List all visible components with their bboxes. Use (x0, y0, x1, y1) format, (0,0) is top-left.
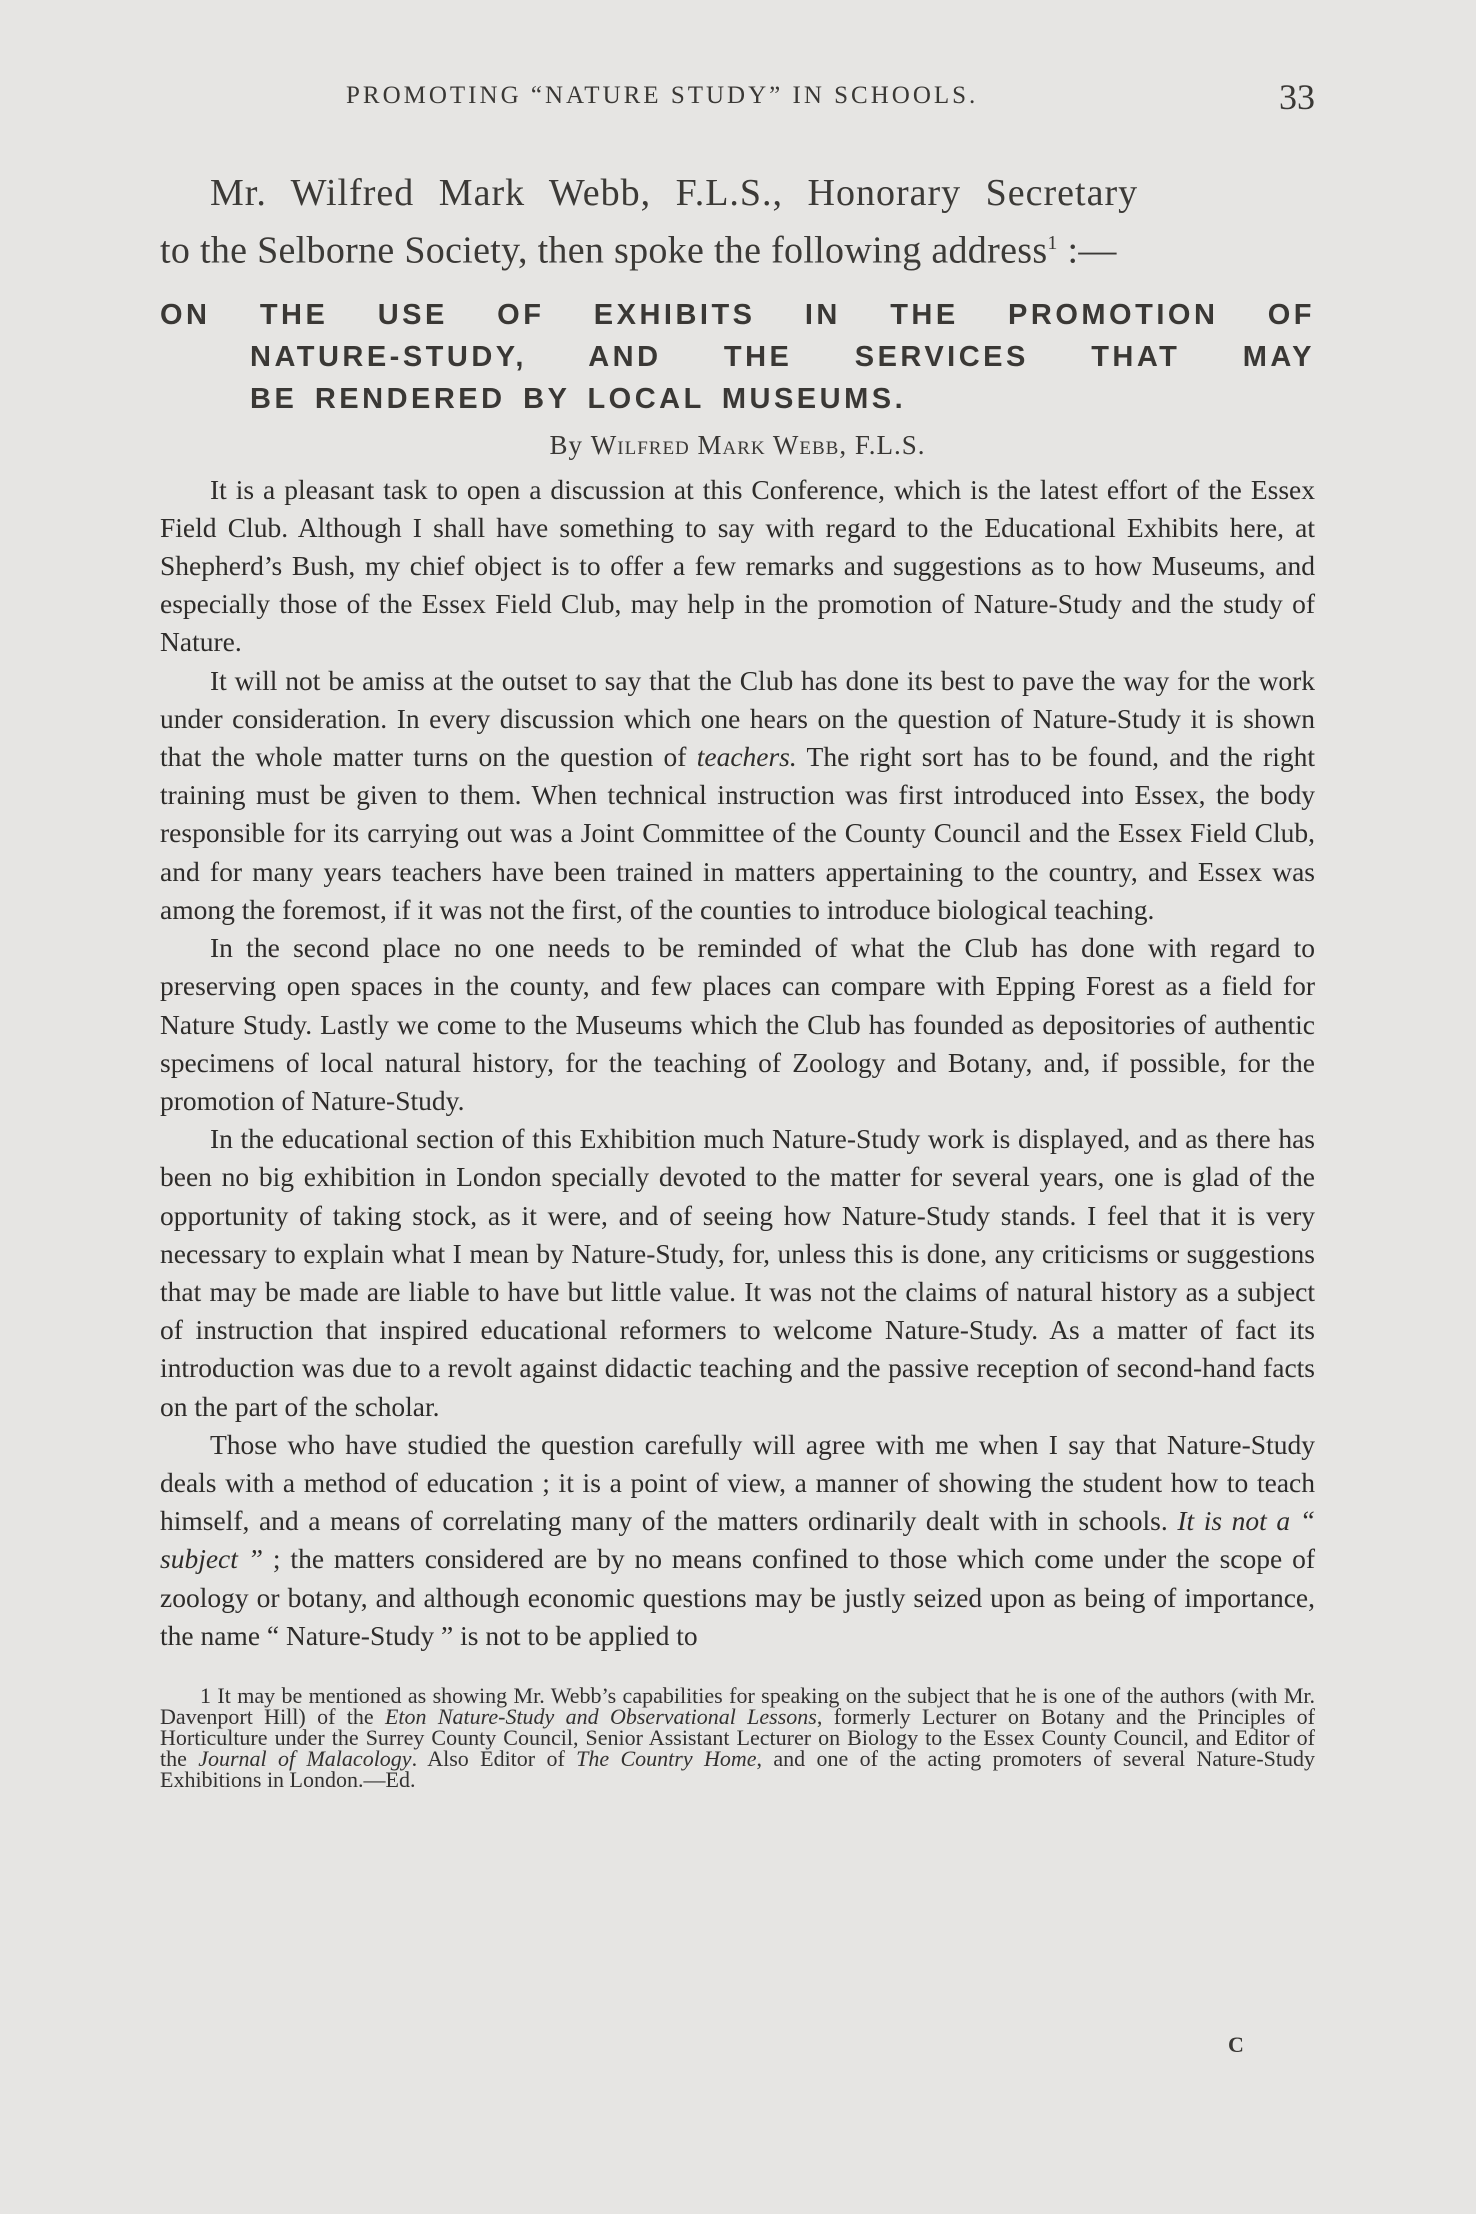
article-body (160, 471, 1315, 1655)
paragraph-2-text-b: The right sort has to be found, and the right training must be given to them. When technical instruction was first introduced into Essex, the body responsible for its carrying out was a Joint Committee of the County Council and the Essex Field Club, and for many years teachers have been trained in matters appertaining to the country, and Essex was among the foremost, if it was not the first, of the counties to introduce biological teaching. (160, 741, 1315, 925)
intro-statement (160, 168, 1315, 276)
footnote-magazine-title: The Country Home (576, 1745, 757, 1771)
footnote-reference: 1 (1047, 232, 1058, 254)
article-title-line-3: BE RENDERED BY LOCAL MUSEUMS. (250, 382, 907, 415)
paragraph-5-text-b: ; the matters considered are by no means confined to those which come under the scope of zoology or botany, and although economic questions may be justly seized upon as being of importance, the name “ Nature-Study ” is not to be applied to (160, 1543, 1315, 1651)
footnote-journal-title: Journal of Malacology (198, 1745, 412, 1771)
intro-line-2-end: :— (1057, 229, 1117, 272)
byline (160, 430, 1315, 461)
paragraph-5-emphasis: It is not a “ subject ” (160, 1505, 1315, 1575)
byline-author: Wilfred Mark Webb (590, 429, 840, 460)
intro-line-1: Mr. Wilfred Mark Webb, F.L.S., Honorary Secretary (210, 172, 1139, 214)
intro-line-2-text: to the Selborne Society, then spoke the following address (160, 229, 1048, 272)
paragraph-5-text-a: Those who have studied the question carefully will agree with me when I say that Nature-Study deals with a method of education ; it is a point of view, a manner of showing the student how to teach himself, and a means of correlating many of the matters ordinarily dealt with in schools. (160, 1428, 1315, 1537)
paragraph-1: It is a pleasant task to open a discussion at this Conference, which is the latest effort of the Essex Field Club. Although I shall have something to say with regard to the Educational Exhibits here, at Shepherd’s Bush, my chief object is to offer a few remarks and suggestions as to how Museums, and especially those of the Essex Field Club, may help in the promotion of Nature-Study and the study of Nature. (160, 473, 1315, 658)
running-title: PROMOTING “NATURE STUDY” IN SCHOOLS. (346, 82, 979, 109)
paragraph-3: In the second place no one needs to be reminded of what the Club has done with regard to preserving open spaces in the county, and few places can compare with Epping Forest as a field for Nature Study. Lastly we come to the Museums which the Club has founded as depositories of authentic specimens of local natural history, for the teaching of Zoology and Botany, and, if possible, for the promotion of Nature-Study. (160, 932, 1315, 1116)
paragraph-5 (160, 1426, 1315, 1655)
paragraph-2 (160, 662, 1315, 929)
article-title-line-2: NATURE-STUDY, AND THE SERVICES THAT MAY (250, 340, 1315, 373)
footnote-1 (160, 1682, 1315, 1792)
footnote-text-a: It may be mentioned as showing Mr. Webb’s capabilities for speaking on the subject that he is one of the authors (with Mr. Davenport Hill) of the (160, 1682, 1315, 1729)
paragraph-4: In the educational section of this Exhibition much Nature-Study work is displayed, and as there has been no big exhibition in London specially devoted to the matter for several years, one is glad of the opportunity of taking stock, as it were, and of seeing how Nature-Study stands. I feel that it is very necessary to explain what I mean by Nature-Study, for, unless this is done, any criticisms or suggestions that may be made are liable to have but little value. It was not the claims of natural history as a subject of instruction that inspired educational reformers to welcome Nature-Study. As a matter of fact its introduction was due to a revolt against didactic teaching and the passive reception of second-hand facts on the part of the scholar. (160, 1123, 1315, 1422)
footnote-text-d: , and one of the acting promoters of several Nature-Study Exhibitions in London.—Ed. (160, 1745, 1315, 1792)
byline-prefix: By (549, 429, 591, 460)
paragraph-2-text-a: It will not be amiss at the outset to say that the Club has done its best to pave the way for the work under consideration. In every discussion which one hears on the question of Nature-Study it is shown that the whole matter turns on the question of (160, 664, 1315, 773)
footnote-text-c: . Also Editor of (411, 1745, 577, 1771)
footnotes (160, 1682, 1315, 1792)
byline-suffix: , F.L.S. (839, 429, 926, 460)
running-header (160, 70, 1315, 130)
footnote-mark: 1 (200, 1682, 211, 1708)
page-number: 33 (1279, 77, 1315, 117)
article-title (160, 294, 1315, 420)
footnote-book-title: Eton Nature-Study and Observational Lessons (384, 1703, 817, 1729)
article-title-line-1: ON THE USE OF EXHIBITS IN THE PROMOTION OF (160, 298, 1315, 331)
intro-line-2 (160, 218, 1315, 276)
footnote-text-b: , formerly Lecturer on Botany and the Principles of Horticulture under the Surrey County Council, Senior Assistant Lecturer on Biology to the Essex County Council, and Editor of the (160, 1703, 1315, 1771)
paragraph-2-emphasis: teachers. (696, 741, 797, 773)
document-page (160, 70, 1315, 1790)
signature-mark: C (1228, 2032, 1244, 2057)
